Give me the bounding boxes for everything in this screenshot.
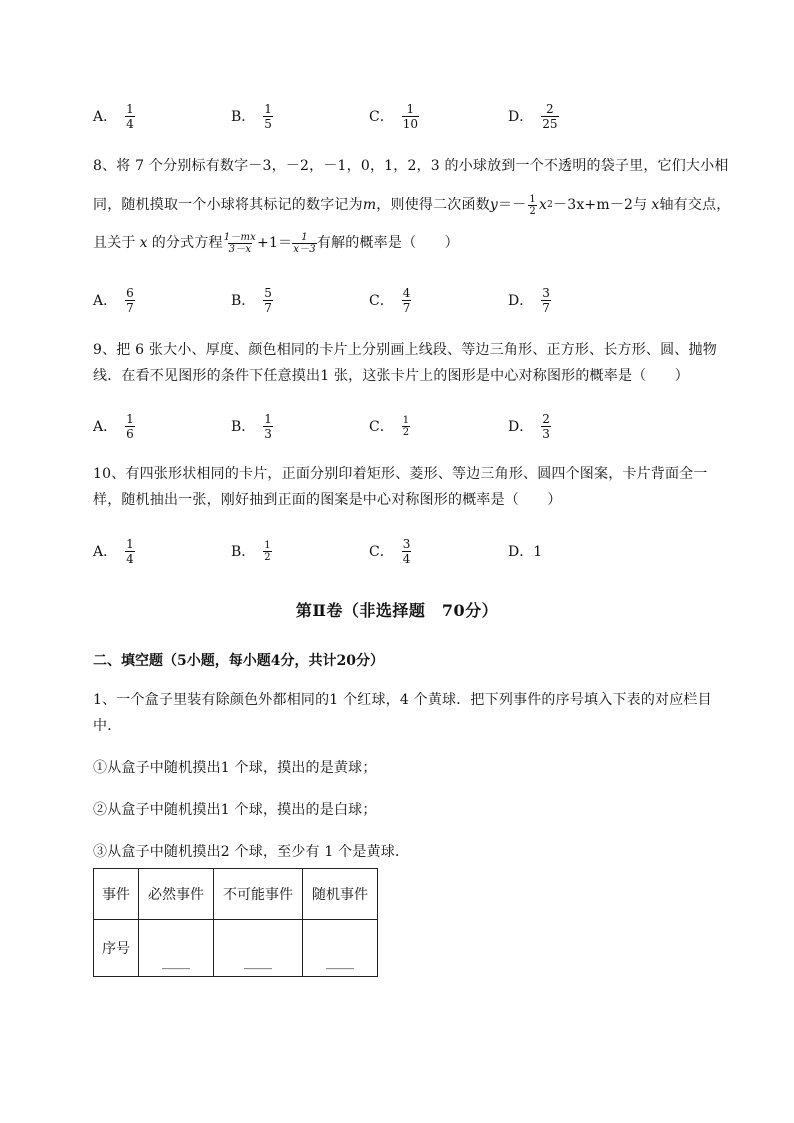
- answer-blank-certain[interactable]: ____: [139, 920, 214, 977]
- q9-option-d[interactable]: [508, 406, 551, 446]
- q8-option-c[interactable]: [369, 280, 411, 320]
- table-header-cell: 随机事件: [303, 869, 378, 920]
- q10-line-2: 样，随机抽出一张，刚好抽到正面的图案是中心对称图形的概率是（ ）: [93, 492, 562, 508]
- q8-option-d[interactable]: [508, 280, 551, 320]
- fraction: $\frac{1}{5}$: [264, 101, 272, 131]
- q7-option-d[interactable]: [508, 96, 559, 136]
- q7-option-b[interactable]: [231, 96, 273, 136]
- answer-blank-impossible[interactable]: ____: [214, 920, 303, 977]
- q8-options: [93, 280, 693, 320]
- option-letter: B．: [231, 544, 256, 560]
- option-letter: A．: [93, 544, 118, 560]
- option-letter: B．: [231, 419, 256, 435]
- q10-option-c[interactable]: [369, 531, 411, 571]
- q9-line-1: 9、把 6 张大小、厚度、颜色相同的卡片上分别画上线段、等边三角形、正方形、长方形、圆、抛物: [93, 342, 717, 358]
- option-letter: C．: [369, 293, 394, 309]
- q10-line-1: 10、有四张形状相同的卡片，正面分别印着矩形、菱形、等边三角形、圆四个图案，卡片背面全一: [93, 466, 708, 482]
- f1-item-1: ①从盒子中随机摸出1 个球，摸出的是黄球；: [93, 760, 377, 776]
- q8-line-1: 8、将 7 个分别标有数字－3，－2，－1，0，1，2，3 的小球放到一个不透明的袋子里，它们大小相: [93, 158, 729, 174]
- option-letter: D．: [508, 109, 534, 125]
- fraction: $\frac{3}{4}$: [402, 536, 411, 566]
- q9-options: [93, 406, 693, 446]
- option-letter: B．: [231, 109, 256, 125]
- option-letter: B．: [231, 293, 256, 309]
- q7-option-a[interactable]: [93, 96, 135, 136]
- fraction: $\frac{1}{2}$: [402, 414, 410, 438]
- fraction: $\frac{1}{2}$: [529, 193, 536, 217]
- fraction: $\frac{4}{7}$: [402, 285, 411, 315]
- option-d-text: D．1: [508, 544, 543, 560]
- q8-option-a[interactable]: [93, 280, 135, 320]
- q7-options: [93, 96, 693, 136]
- fraction: $\frac{1}{3}$: [264, 411, 272, 441]
- q8-line-3: 且关于 x 的分式方程 $\frac{1-mx}{3-x}$ +1＝ $\frac{1}{x-3}$ 有解的概率是（ ）: [93, 231, 459, 255]
- table-row-label: 序号: [94, 920, 139, 977]
- fraction: $\frac{2}{3}$: [542, 411, 550, 441]
- option-letter: A．: [93, 293, 118, 309]
- fraction: $\frac{1}{10}$: [402, 101, 418, 131]
- q9-option-c[interactable]: [369, 406, 410, 446]
- q9-line-2: 线．在看不见图形的条件下任意摸出1 张，这张卡片上的图形是中心对称图形的概率是（ ）: [93, 368, 689, 384]
- fraction: $\frac{1}{6}$: [126, 411, 134, 441]
- fraction: $\frac{3}{7}$: [542, 285, 550, 315]
- q9-option-a[interactable]: [93, 406, 135, 446]
- fraction: $\frac{6}{7}$: [126, 285, 134, 315]
- fraction: $\frac{1}{4}$: [126, 101, 134, 131]
- section-heading: 二、填空题（5小题，每小题4分，共计20分）: [93, 653, 384, 669]
- f1-item-2: ②从盒子中随机摸出1 个球，摸出的是白球；: [93, 802, 377, 818]
- q10-option-a[interactable]: [93, 531, 135, 571]
- fraction: $\frac{1}{2}$: [264, 539, 271, 563]
- fraction: $\frac{1-mx}{3-x}$: [223, 231, 257, 255]
- option-letter: C．: [369, 419, 394, 435]
- fraction: $\frac{1}{4}$: [126, 536, 134, 566]
- option-letter: A．: [93, 419, 118, 435]
- option-letter: C．: [369, 544, 394, 560]
- option-letter: D．: [508, 293, 534, 309]
- q7-option-c[interactable]: [369, 96, 419, 136]
- answer-blank-random[interactable]: ____: [303, 920, 378, 977]
- q8-option-b[interactable]: [231, 280, 273, 320]
- q10-option-d[interactable]: [508, 531, 542, 571]
- event-table: [93, 868, 378, 977]
- table-header-row: [94, 869, 378, 920]
- table-header-cell: 事件: [94, 869, 139, 920]
- f1-line-2: 中．: [93, 718, 122, 734]
- part-2-title: 第Ⅱ卷（非选择题 70分）: [295, 601, 499, 620]
- q9-option-b[interactable]: [231, 406, 273, 446]
- q10-options: [93, 531, 693, 571]
- option-letter: D．: [508, 419, 534, 435]
- table-header-cell: 必然事件: [139, 869, 214, 920]
- option-letter: C．: [369, 109, 394, 125]
- option-letter: A．: [93, 109, 118, 125]
- fraction: $\frac{2}{25}$: [542, 101, 558, 131]
- f1-item-3: ③从盒子中随机摸出2 个球，至少有 1 个是黄球．: [93, 844, 410, 860]
- q10-option-b[interactable]: [231, 531, 272, 571]
- f1-line-1: 1、一个盒子里装有除颜色外都相同的1 个红球，4 个黄球．把下列事件的序号填入下表的对应栏目: [93, 692, 712, 708]
- table-row: [94, 920, 378, 977]
- table-header-cell: 不可能事件: [214, 869, 303, 920]
- q8-line-2: 同，随机摸取一个小球将其标记的数字记为 m ，则使得二次函数 y ＝－ $\frac{1}{2}$ x 2 －3x+m－2与 x 轴有交点，: [93, 193, 731, 217]
- fraction: $\frac{5}{7}$: [264, 285, 272, 315]
- fraction: $\frac{1}{x-3}$: [293, 231, 316, 255]
